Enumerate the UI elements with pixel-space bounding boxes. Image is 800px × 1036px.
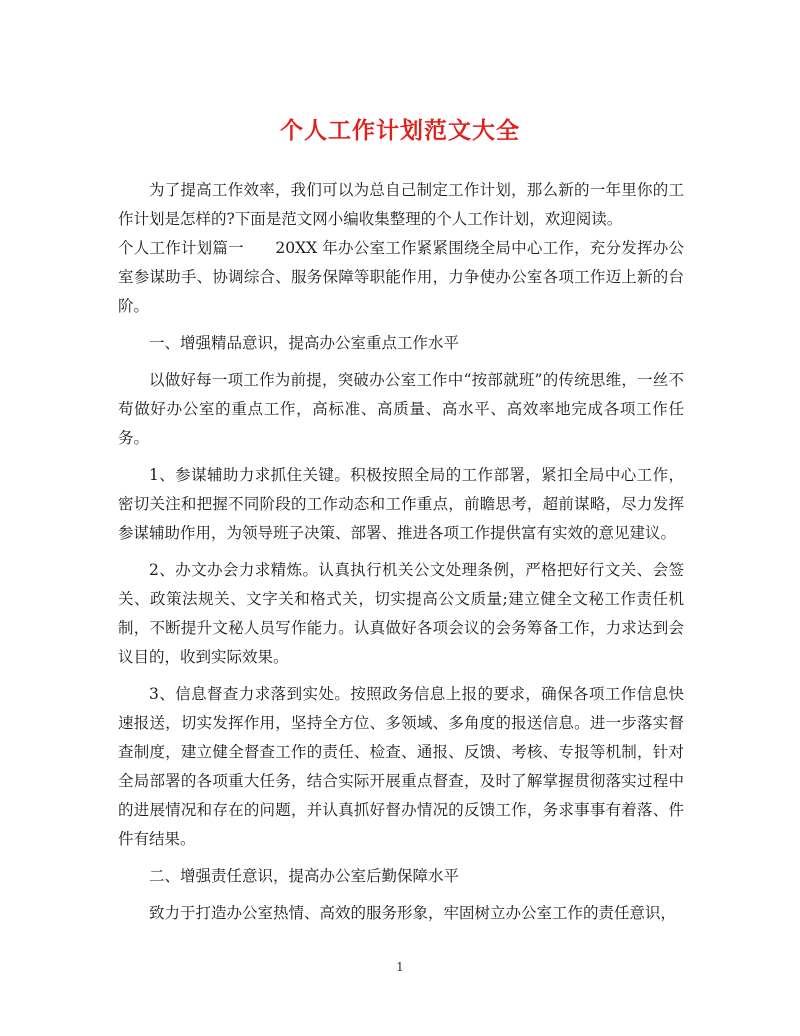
plan-one-paragraph: 个人工作计划篇一 20XX 年办公室工作紧紧围绕全局中心工作，充分发挥办公室参谋助手、协调综合、服务保障等职能作用，力争使办公室各项工作迈上新的台阶。	[118, 239, 684, 315]
intro-paragraph: 为了提高工作效率，我们可以为总自己制定工作计划，那么新的一年里你的工作计划是怎样的?下面是范文网小编收集整理的个人工作计划，欢迎阅读。	[118, 181, 684, 228]
section-heading-two: 二、增强责任意识，提高办公室后勤保障水平	[149, 867, 460, 885]
item-two-paragraph: 2、办文办会力求精炼。认真执行机关公文处理条例，严格把好行文关、会签关、政策法规关、文字关和格式关，切实提高公文质量;建立健全文秘工作责任机制，不断提升文秘人员写作能力。认真做好各项会议的会务筹备工作，力求达到会议目的，收到实际效果。	[118, 561, 684, 666]
section-one-paragraph: 以做好每一项工作为前提，突破办公室工作中“按部就班”的传统思维，一丝不苟做好办公室的重点工作，高标准、高质量、高水平、高效率地完成各项工作任务。	[118, 371, 684, 447]
item-one-paragraph: 1、参谋辅助力求抓住关键。积极按照全局的工作部署，紧扣全局中心工作，密切关注和把握不同阶段的工作动态和工作重点，前瞻思考，超前谋略，尽力发挥参谋辅助作用，为领导班子决策、部署、推进各项工作提供富有实效的意见建议。	[118, 466, 684, 542]
section-heading-one: 一、增强精品意识，提高办公室重点工作水平	[149, 334, 460, 352]
item-three-paragraph: 3、信息督查力求落到实处。按照政务信息上报的要求，确保各项工作信息快速报送，切实发挥作用，坚持全方位、多领域、多角度的报送信息。进一步落实督查制度，建立健全督查工作的责任、检查、通报、反馈、考核、专报等机制，针对全局部署的各项重大任务，结合实际开展重点督查，及时了解掌握贯彻落实过程中的进展情况和存在的问题，并认真抓好督办情况的反馈工作，务求事事有着落、件件有结果。	[118, 685, 684, 848]
section-two-paragraph: 致力于打造办公室热情、高效的服务形象，牢固树立办公室工作的责任意识，	[149, 904, 677, 922]
document-body	[118, 176, 684, 932]
document-title: 个人工作计划范文大全	[280, 117, 520, 144]
page-number: 1	[396, 960, 404, 974]
